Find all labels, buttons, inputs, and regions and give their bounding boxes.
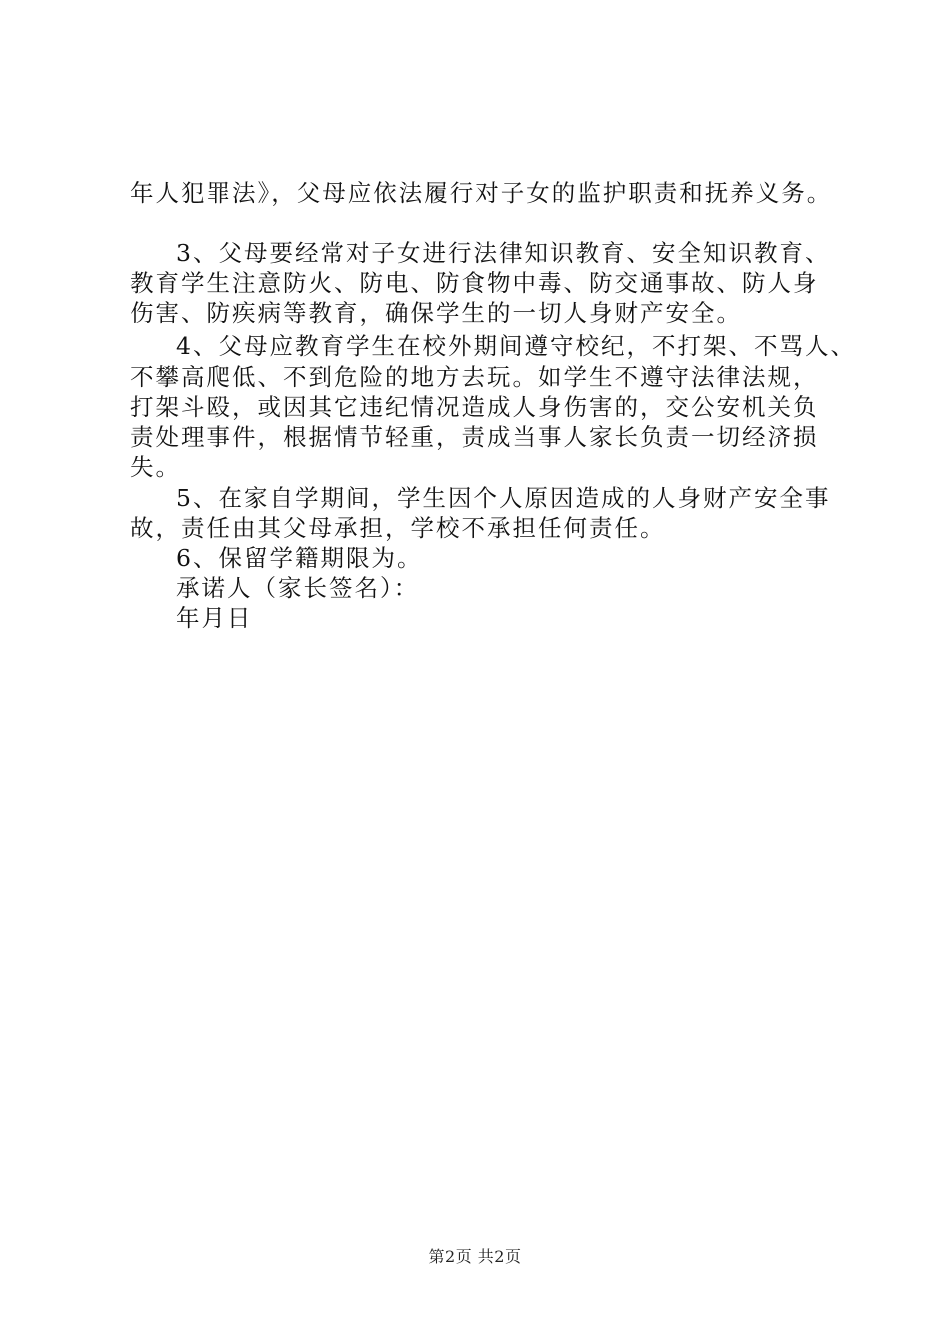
paragraph-4-line: 不攀高爬低、不到危险的地方去玩。如学生不遵守法律法规， bbox=[130, 363, 819, 391]
paragraph-3-line: 伤害、防疾病等教育，确保学生的一切人身财产安全。 bbox=[130, 299, 742, 327]
paragraph-5-line: 5、在家自学期间，学生因个人原因造成的人身财产安全事 bbox=[176, 484, 831, 512]
paragraph-3-line: 3、父母要经常对子女进行法律知识教育、安全知识教育、 bbox=[176, 239, 831, 267]
page-footer: 第2页 共2页 bbox=[428, 1247, 522, 1266]
paragraph-4-line: 失。 bbox=[130, 453, 181, 481]
signature-label: 承诺人（家长签名）： bbox=[176, 574, 420, 602]
paragraph-4-line: 责处理事件，根据情节轻重，责成当事人家长负责一切经济损 bbox=[130, 423, 819, 451]
paragraph-4-line: 4、父母应教育学生在校外期间遵守校纪，不打架、不骂人、 bbox=[176, 332, 856, 360]
paragraph-5-line: 故，责任由其父母承担，学校不承担任何责任。 bbox=[130, 514, 666, 542]
paragraph-3-line: 教育学生注意防火、防电、防食物中毒、防交通事故、防人身 bbox=[130, 269, 819, 297]
paragraph-4-line: 打架斗殴，或因其它违纪情况造成人身伤害的，交公安机关负 bbox=[130, 393, 819, 421]
date-label: 年月日 bbox=[176, 604, 253, 632]
paragraph-6-line: 6、保留学籍期限为。 bbox=[176, 544, 423, 572]
paragraph-line: 年人犯罪法》，父母应依法履行对子女的监护职责和抚养义务。 bbox=[130, 179, 833, 207]
